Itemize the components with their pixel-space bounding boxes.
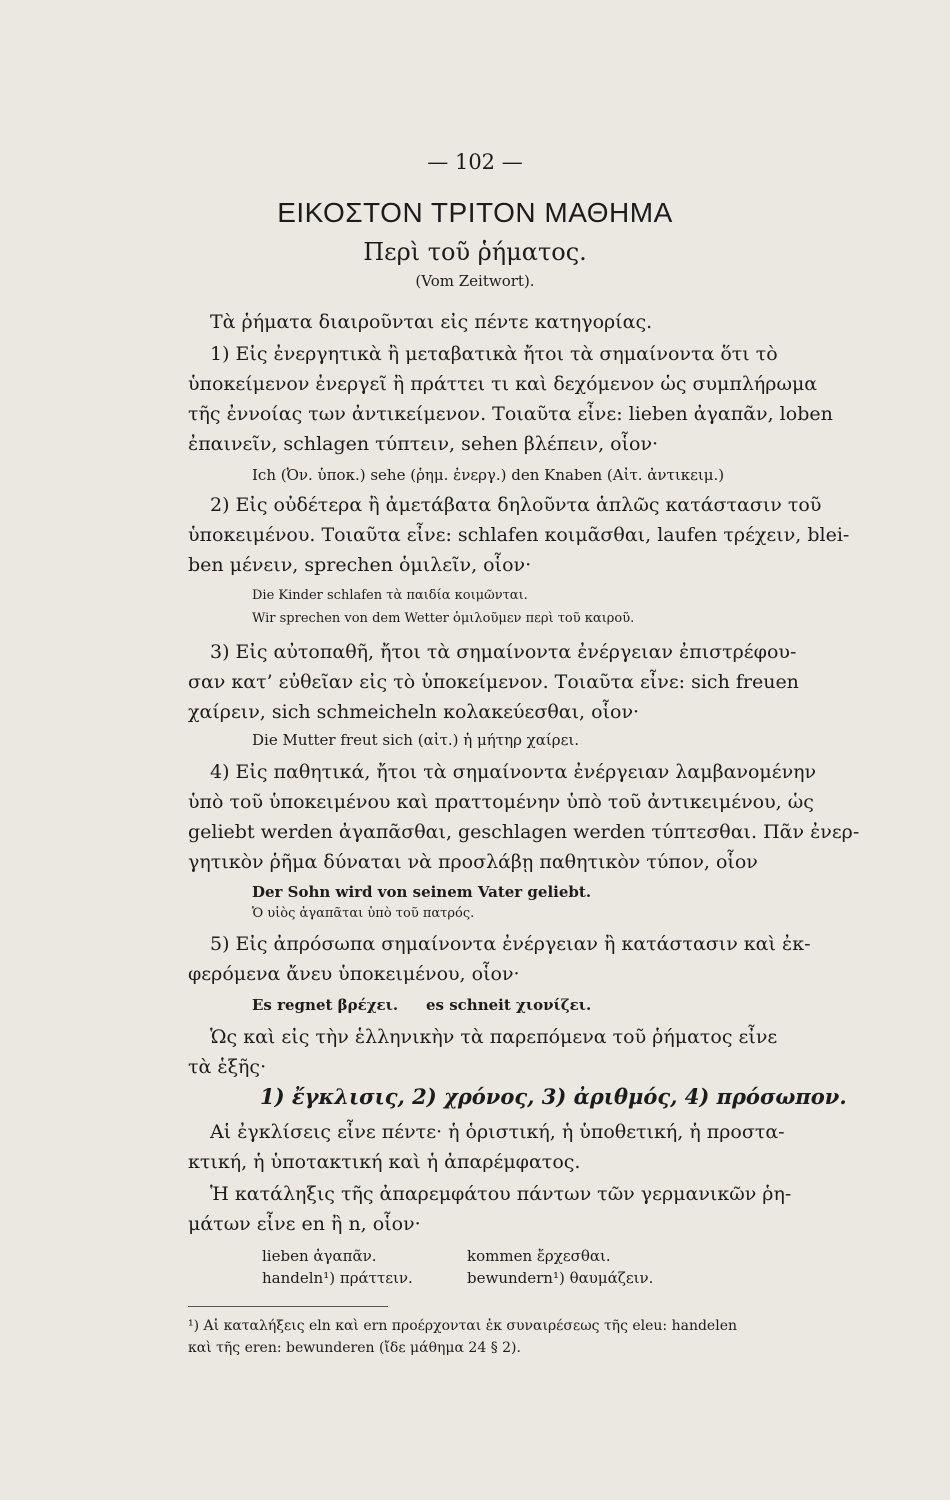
s4-example2: Ὁ υἱὸς ἀγαπᾶται ὑπὸ τοῦ πατρός. (252, 906, 475, 921)
s2-example2: Wir sprechen von dem Wetter ὁμιλοῦμεν περὶ τοῦ καιροῦ. (252, 611, 635, 626)
ending-row1-right: kommen ἔρχεσθαι. (467, 1247, 611, 1265)
s1-line2: ὑποκείμενον ἐνεργεῖ ἢ πράττει τι καὶ δεχόμενον ὡς συμπλήρωμα (188, 373, 818, 395)
s2-line1: 2) Εἰς οὐδέτερα ἢ ἀμετάβατα δηλοῦντα ἁπλῶς κατάστασιν τοῦ (210, 494, 822, 516)
moods-line2: κτική, ἡ ὑποτακτική καὶ ἡ ἀπαρέμφατος. (188, 1151, 581, 1173)
ending-row1-left: lieben ἀγαπᾶν. (262, 1247, 377, 1265)
page-number: — 102 — (427, 150, 523, 174)
s3-line3: χαίρειν, sich schmeicheln κολακεύεσθαι, οἷον· (188, 701, 640, 723)
footnote-rule (188, 1306, 388, 1307)
s1-line4: ἐπαινεῖν, schlagen τύπτειν, sehen βλέπειν, οἷον· (188, 433, 659, 455)
s2-line2: ὑποκειμένου. Τοιαῦτα εἶνε: schlafen κοιμᾶσθαι, laufen τρέχειν, blei- (188, 524, 850, 546)
accidents-line2: τὰ ἑξῆς· (188, 1056, 267, 1078)
ending-line2: μάτων εἶνε en ἢ n, οἷον· (188, 1213, 421, 1235)
s5-example-a: Es regnet βρέχει. (252, 996, 399, 1014)
s2-line3: ben μένειν, sprechen ὁμιλεῖν, οἷον· (188, 554, 532, 576)
s1-line1: 1) Εἰς ἐνεργητικὰ ἢ μεταβατικὰ ἤτοι τὰ σημαίνοντα ὅτι τὸ (210, 343, 778, 365)
moods-line1: Αἱ ἐγκλίσεις εἶνε πέντε· ἡ ὁριστική, ἡ ὑποθετική, ἡ προστα- (210, 1121, 785, 1143)
s5-example-b: es schneit χιονίζει. (426, 996, 592, 1014)
lesson-title: ΕΙΚΟΣΤΟΝ ΤΡΙΤΟΝ ΜΑΘΗΜΑ (277, 197, 673, 228)
s3-example: Die Mutter freut sich (αἰτ.) ἡ μήτηρ χαίρει. (252, 731, 579, 749)
s1-line3: τῆς ἐννοίας των ἀντικείμενον. Τοιαῦτα εἶνε: lieben ἀγαπᾶν, loben (188, 403, 833, 425)
lesson-german-note: (Vom Zeitwort). (415, 272, 535, 290)
footnote-line2: καὶ τῆς eren: bewunderen (ἴδε μάθημα 24 § 2). (188, 1340, 521, 1356)
ending-line1: Ἡ κατάληξις τῆς ἀπαρεμφάτου πάντων τῶν γερμανικῶν ῥη- (210, 1183, 792, 1205)
s3-line1: 3) Εἰς αὐτοπαθῆ, ἤτοι τὰ σημαίνοντα ἐνέργειαν ἐπιστρέφου- (210, 641, 797, 663)
s1-example: Ich (Ὀν. ὑποκ.) sehe (ῥημ. ἐνεργ.) den Knaben (Αἰτ. ἀντικειμ.) (252, 466, 725, 484)
s4-example1: Der Sohn wird von seinem Vater geliebt. (252, 883, 592, 901)
s4-line3: geliebt werden ἀγαπᾶσθαι, geschlagen werden τύπτεσθαι. Πᾶν ἐνερ- (188, 821, 860, 843)
s4-line1: 4) Εἰς παθητικά, ἤτοι τὰ σημαίνοντα ἐνέργειαν λαμβανομένην (210, 761, 817, 783)
lesson-subtitle: Περὶ τοῦ ῥήματος. (363, 238, 587, 266)
intro-line: Τὰ ῥήματα διαιροῦνται εἰς πέντε κατηγορίας. (210, 311, 653, 333)
ending-row2-left: handeln¹) πράττειν. (262, 1269, 413, 1287)
accidents-list: 1) ἔγκλισις, 2) χρόνος, 3) ἀριθμός, 4) πρόσωπον. (260, 1084, 847, 1109)
s5-line1: 5) Εἰς ἀπρόσωπα σημαίνοντα ἐνέργειαν ἢ κατάστασιν καὶ ἐκ- (210, 933, 811, 955)
ending-row2-right: bewundern¹) θαυμάζειν. (467, 1269, 654, 1287)
s3-line2: σαν κατ’ εὐθεῖαν εἰς τὸ ὑποκείμενον. Τοιαῦτα εἶνε: sich freuen (188, 671, 799, 693)
accidents-line1: Ὡς καὶ εἰς τὴν ἑλληνικὴν τὰ παρεπόμενα τοῦ ῥήματος εἶνε (210, 1026, 778, 1048)
s4-line4: γητικὸν ῥῆμα δύναται νὰ προσλάβῃ παθητικὸν τύπον, οἷον (188, 851, 758, 873)
s2-example1: Die Kinder schlafen τὰ παιδία κοιμῶνται. (252, 588, 528, 603)
footnote-line1: ¹) Αἱ καταλήξεις eln καὶ ern προέρχονται ἐκ συναιρέσεως τῆς eleu: handelen (188, 1318, 738, 1334)
s4-line2: ὑπὸ τοῦ ὑποκειμένου καὶ πραττομένην ὑπὸ τοῦ ἀντικειμένου, ὡς (188, 791, 814, 813)
s5-line2: φερόμενα ἄνευ ὑποκειμένου, οἷον· (188, 963, 520, 985)
